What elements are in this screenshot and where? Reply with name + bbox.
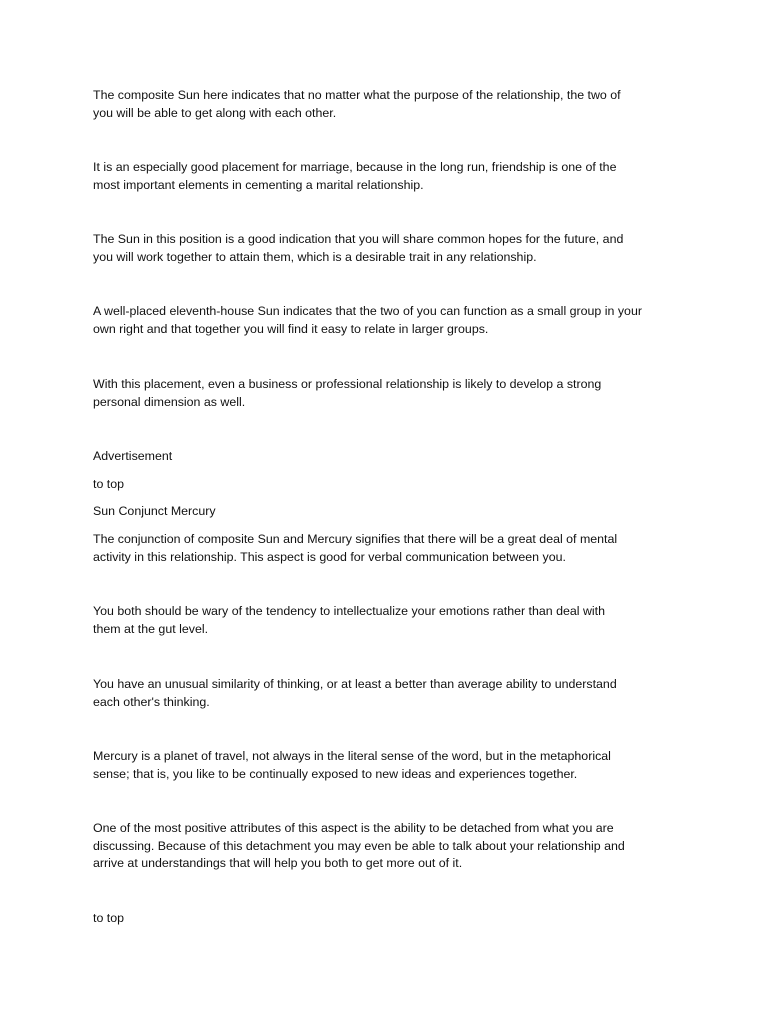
paragraph-line: The Sun in this position is a good indication that you will share common hopes for the future, and [93, 232, 624, 246]
to-top-link-2[interactable] [93, 910, 683, 928]
paragraph-line: arrive at understandings that will help you both to get more out of it. [93, 856, 463, 870]
paragraph-mercury-travel [93, 748, 683, 783]
document-page [93, 0, 683, 1024]
paragraph-intellectualize [93, 603, 683, 638]
paragraph-marriage [93, 159, 683, 194]
to-top-text[interactable]: to top [93, 911, 125, 925]
section-heading-text: Sun Conjunct Mercury [93, 504, 216, 518]
paragraph-line: You have an unusual similarity of thinking, or at least a better than average ability to understand [93, 677, 617, 691]
section-heading-sun-conjunct-mercury [93, 503, 683, 521]
paragraph-line: You both should be wary of the tendency to intellectualize your emotions rather than deal with [93, 604, 606, 618]
paragraph-line: sense; that is, you like to be continually exposed to new ideas and experiences together. [93, 766, 578, 781]
paragraph-line: The conjunction of composite Sun and Mercury signifies that there will be a great deal of mental [93, 532, 618, 546]
advertisement-text: Advertisement [93, 449, 173, 463]
paragraph-conjunction [93, 531, 683, 566]
paragraph-line: personal dimension as well. [93, 394, 246, 409]
paragraph-business [93, 376, 683, 411]
paragraph-line: One of the most positive attributes of this aspect is the ability to be detached from what you are [93, 821, 614, 835]
paragraph-line: each other's thinking. [93, 694, 210, 709]
paragraph-line: A well-placed eleventh-house Sun indicates that the two of you can function as a small group in your [93, 304, 642, 318]
paragraph-line: them at the gut level. [93, 621, 209, 636]
paragraph-line: own right and that together you will find it easy to relate in larger groups. [93, 321, 489, 336]
paragraph-line: The composite Sun here indicates that no matter what the purpose of the relationship, the two of [93, 88, 621, 102]
advertisement-label [93, 448, 683, 466]
paragraph-line: With this placement, even a business or professional relationship is likely to develop a strong [93, 377, 602, 391]
to-top-link-1[interactable] [93, 476, 683, 494]
paragraph-similarity [93, 676, 683, 711]
paragraph-detached [93, 820, 683, 873]
paragraph-line: you will work together to attain them, which is a desirable trait in any relationship. [93, 249, 537, 264]
paragraph-line: discussing. Because of this detachment you may even be able to talk about your relationship and [93, 838, 625, 853]
paragraph-line: It is an especially good placement for marriage, because in the long run, friendship is one of the [93, 160, 617, 174]
paragraph-line: most important elements in cementing a marital relationship. [93, 177, 424, 192]
paragraph-line: you will be able to get along with each other. [93, 105, 337, 120]
paragraph-line: Mercury is a planet of travel, not always in the literal sense of the word, but in the metaphorical [93, 749, 611, 763]
paragraph-common-hopes [93, 231, 683, 266]
to-top-text[interactable]: to top [93, 477, 125, 491]
paragraph-line: activity in this relationship. This aspect is good for verbal communication between you. [93, 549, 566, 564]
paragraph-eleventh-house [93, 303, 683, 338]
paragraph-composite-sun [93, 87, 683, 122]
